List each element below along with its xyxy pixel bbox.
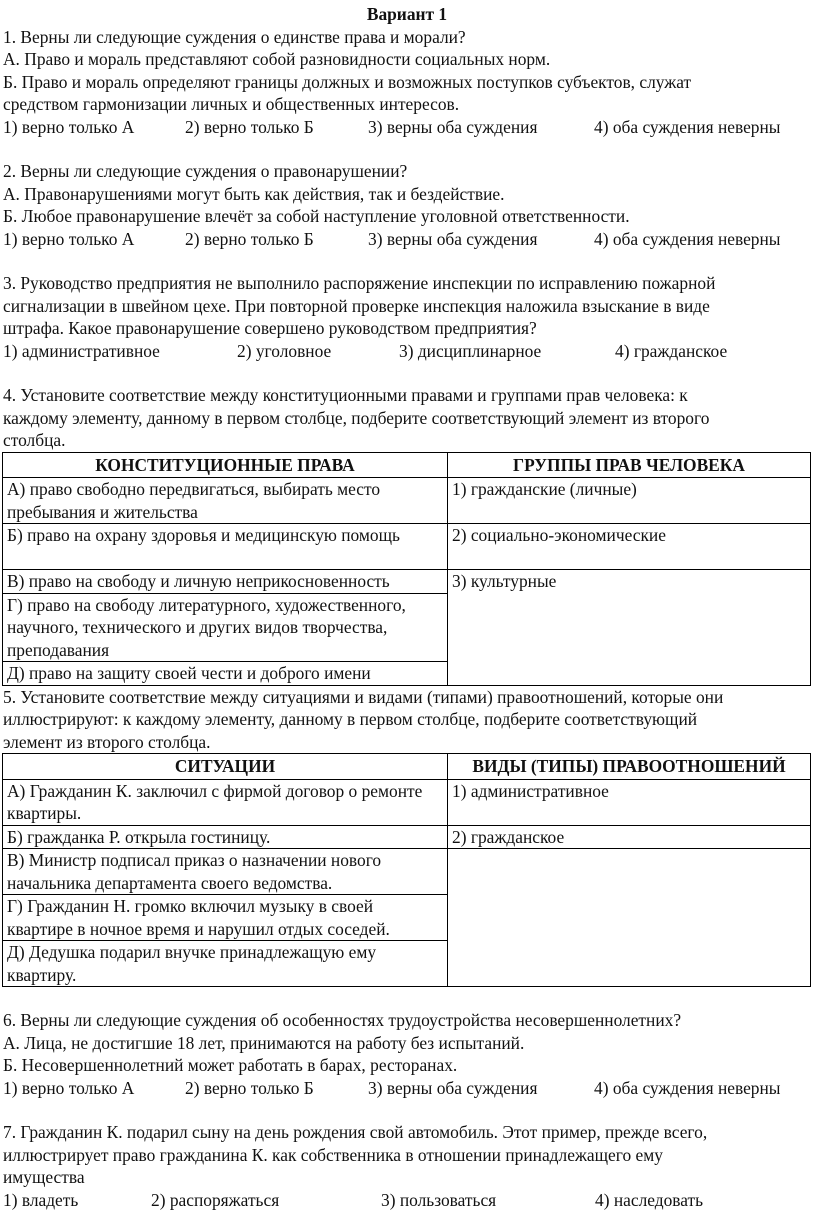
table-cell-right: 1) гражданские (личные) [448,478,811,524]
table-cell-right: 3) культурные [448,570,811,686]
answer-option[interactable]: 4) наследовать [595,1189,704,1210]
table-header-row [3,452,811,478]
column-header-situations: СИТУАЦИИ [3,754,448,780]
question-7 [3,1121,811,1211]
question-7-text-line2: иллюстрирует право гражданина К. как собственника в отношении принадлежащего ему [3,1144,663,1165]
question-1-statement-a: А. Право и мораль представляют собой разновидности социальных норм. [3,49,551,69]
question-2-statement-b: Б. Любое правонарушение влечёт за собой наступление уголовной ответственности. [3,206,630,226]
table-cell-left: Б) право на охрану здоровья и медицинскую помощь [3,524,448,570]
question-1 [3,26,811,139]
table-cell-left: В) право на свободу и личную неприкосновенность [3,570,448,594]
answer-option[interactable]: 3) пользоваться [381,1189,497,1210]
question-2 [3,160,811,250]
question-2-options [3,228,811,251]
question-5-text-line3: элемент из второго столбца. [3,731,211,752]
table-row [3,825,811,849]
table-cell-left: А) право свободно передвигаться, выбирать место пребывания и жительства [3,478,448,524]
answer-option[interactable]: 2) распоряжаться [151,1189,280,1210]
question-6-options [3,1077,811,1100]
answer-option[interactable]: 3) верны оба суждения [368,116,538,137]
table-cell-left: В) Министр подписал приказ о назначении нового начальника департамента своего ведомства. [3,849,448,895]
question-5 [3,686,811,988]
answer-option[interactable]: 1) административное [3,340,160,361]
variant-title: Вариант 1 [366,4,448,24]
table-cell-left: Д) право на защиту своей чести и доброго имени [3,662,448,686]
answer-option[interactable]: 1) верно только А [3,228,135,249]
answer-option[interactable]: 4) гражданское [615,340,728,361]
answer-option[interactable]: 3) верны оба суждения [368,228,538,249]
answer-option[interactable]: 2) верно только Б [185,1077,314,1098]
answer-option[interactable]: 3) верны оба суждения [368,1077,538,1098]
answer-option[interactable]: 2) верно только Б [185,116,314,137]
answer-option[interactable]: 1) владеть [3,1189,79,1210]
answer-option[interactable]: 3) дисциплинарное [399,340,542,361]
table-row [3,524,811,570]
answer-option[interactable]: 2) верно только Б [185,228,314,249]
question-1-statement-b-line1: Б. Право и мораль определяют границы должных и возможных поступков субъектов, служат [3,71,692,92]
answer-option[interactable]: 4) оба суждения неверны [594,116,781,137]
table-cell-left: Г) Гражданин Н. громко включил музыку в своей квартире в ночное время и нарушил отдых соседей. [3,895,448,941]
question-4-text-line3: столбца. [3,430,66,450]
answer-option[interactable]: 1) верно только А [3,1077,135,1098]
question-4 [3,384,811,686]
column-header-constitutional-rights: КОНСТИТУЦИОННЫЕ ПРАВА [3,452,448,478]
answer-option[interactable]: 1) верно только А [3,116,135,137]
column-header-rights-groups: ГРУППЫ ПРАВ ЧЕЛОВЕКА [448,452,811,478]
rights-matching-table [2,452,811,686]
question-2-statement-a: А. Правонарушениями могут быть как действия, так и бездействие. [3,183,505,204]
column-header-legal-relations: ВИДЫ (ТИПЫ) ПРАВООТНОШЕНИЙ [448,754,811,780]
answer-option[interactable]: 4) оба суждения неверны [594,228,781,249]
question-3-text-line1: 3. Руководство предприятия не выполнило распоряжение инспекции по исправлению пожарной [3,273,716,293]
question-3 [3,272,811,362]
question-2-text: 2. Верны ли следующие суждения о правонарушении? [3,161,408,181]
question-1-text: 1. Верны ли следующие суждения о единстве права и морали? [3,26,466,47]
answer-option[interactable]: 4) оба суждения неверны [594,1077,781,1098]
question-3-text-line2: сигнализации в швейном цехе. При повторной проверке инспекция наложила взыскание в виде [3,295,710,316]
question-6 [3,1009,811,1099]
table-cell-left: А) Гражданин К. заключил с фирмой договор о ремонте квартиры. [3,779,448,825]
question-4-text-line1: 4. Установите соответствие между конституционными правами и группами прав человека: к [3,385,688,405]
table-cell-right-empty [448,849,811,987]
question-7-text-line3: имущества [3,1167,85,1187]
table-cell-left: Б) гражданка Р. открыла гостиницу. [3,825,448,849]
situations-matching-table [2,753,811,987]
question-6-statement-a: А. Лица, не достигшие 18 лет, принимаются на работу без испытаний. [3,1032,525,1053]
table-cell-right: 2) социально-экономические [448,524,811,570]
question-1-options [3,116,811,139]
table-cell-left: Г) право на свободу литературного, художественного, научного, технического и других видов творчества, преподавания [3,593,448,662]
worksheet-page [3,3,811,1211]
question-4-text-line2: каждому элементу, данному в первом столбце, подберите соответствующий элемент из второго [3,407,710,428]
question-3-options [3,340,811,363]
answer-option[interactable]: 2) уголовное [237,340,332,361]
question-5-text-line1: 5. Установите соответствие между ситуациями и видами (типами) правоотношений, которые они [3,686,724,707]
question-1-statement-b-line2: средством гармонизации личных и общественных интересов. [3,94,460,114]
question-5-text-line2: иллюстрируют: к каждому элементу, данному в первом столбце, подберите соответствующий [3,709,698,729]
question-6-statement-b: Б. Несовершеннолетний может работать в барах, ресторанах. [3,1055,458,1075]
table-row [3,478,811,524]
question-7-text-line1: 7. Гражданин К. подарил сыну на день рождения свой автомобиль. Этот пример, прежде всего, [3,1122,708,1142]
table-cell-right: 2) гражданское [448,825,811,849]
table-header-row [3,754,811,780]
table-cell-right: 1) административное [448,779,811,825]
table-row [3,570,811,594]
question-7-options [3,1189,811,1211]
table-row [3,849,811,895]
table-row [3,779,811,825]
question-3-text-line3: штрафа. Какое правонарушение совершено руководством предприятия? [3,318,537,338]
table-cell-left: Д) Дедушка подарил внучке принадлежащую ему квартиру. [3,941,448,987]
question-6-text: 6. Верны ли следующие суждения об особенностях трудоустройства несовершеннолетних? [3,1010,682,1030]
